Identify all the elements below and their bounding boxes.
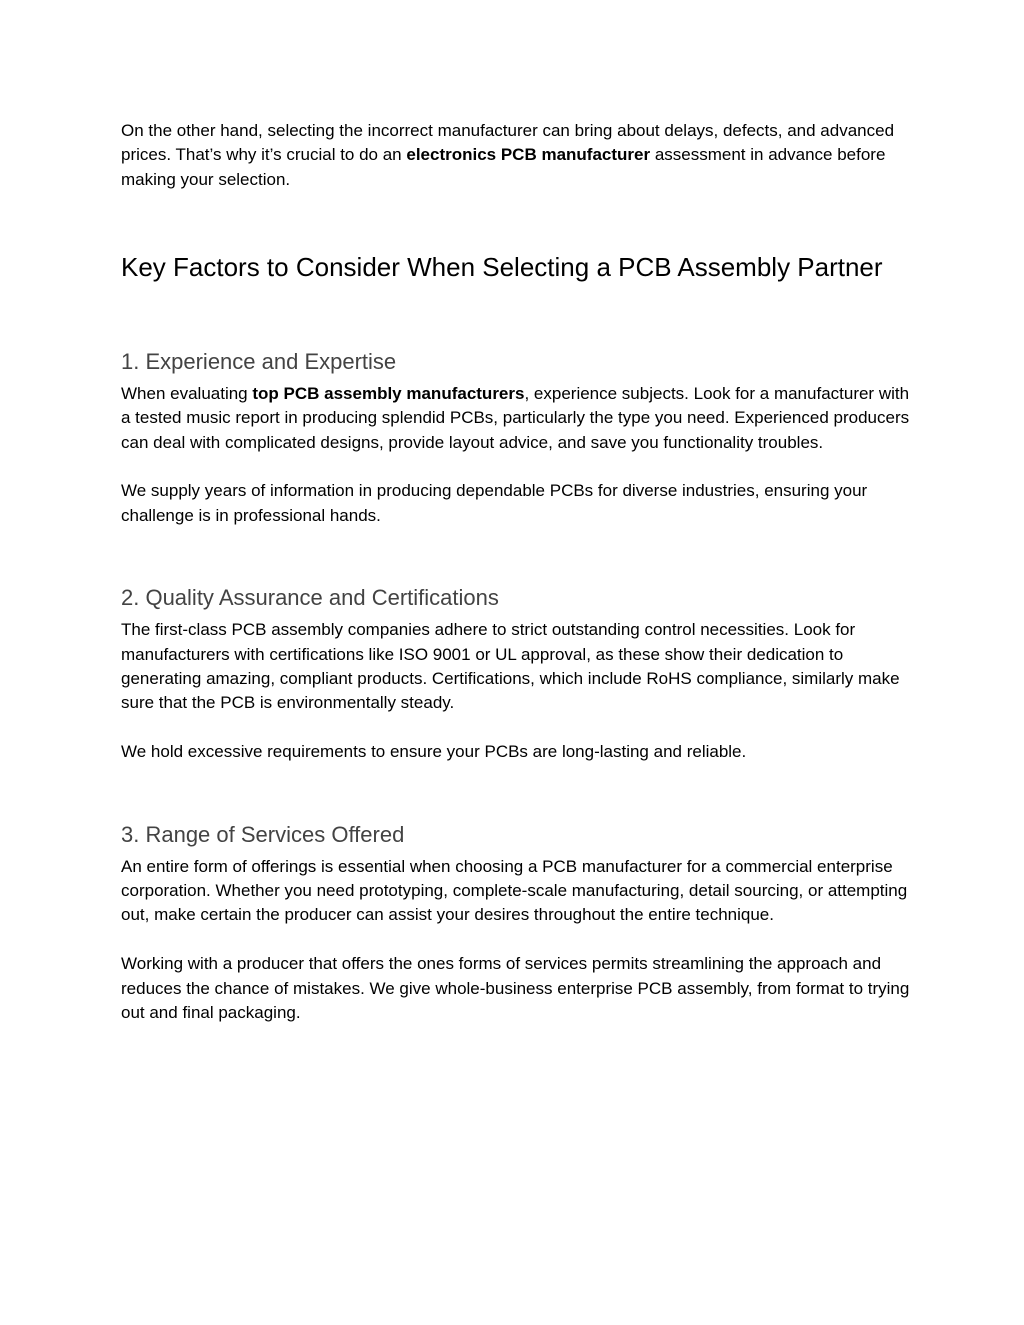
experience-paragraph-2: We supply years of information in producing dependable PCBs for diverse industries, ensuring your challenge is in professional hands. bbox=[121, 481, 868, 525]
services-paragraph-1: An entire form of offerings is essential when choosing a PCB manufacturer for a commercial enterprise corporation. Whether you need prototyping, complete-scale manufacturing, detail sourcing, or attempting out, make certain the producer can assist your desires throughout the entire technique. bbox=[121, 856, 908, 925]
experience-paragraph-1 bbox=[121, 382, 911, 455]
intro-bold-phrase: electronics PCB manufacturer bbox=[406, 145, 651, 165]
quality-paragraph-1: The first-class PCB assembly companies adhere to strict outstanding control necessities. Look for manufacturers with certifications like ISO 9001 or UL approval, as these show their dedication to generating amazing, compliant products. Certifications, which include RoHS compliance, similarly make sure that the PCB is environmentally steady. bbox=[121, 620, 900, 713]
document-title: Key Factors to Consider When Selecting a PCB Assembly Partner bbox=[121, 252, 883, 283]
services-paragraph-2: Working with a producer that offers the ones forms of services permits streamlining the approach and reduces the chance of mistakes. We give whole-business enterprise PCB assembly, from format to trying out and final packaging. bbox=[121, 954, 910, 1022]
section-heading-services: 3. Range of Services Offered bbox=[121, 821, 405, 847]
section-heading-experience: 1. Experience and Expertise bbox=[121, 348, 397, 374]
quality-paragraph-2: We hold excessive requirements to ensure your PCBs are long-lasting and reliable. bbox=[121, 742, 747, 762]
experience-text-start: When evaluating bbox=[121, 383, 253, 403]
experience-bold-phrase: top PCB assembly manufacturers bbox=[252, 383, 525, 403]
intro-text-end: assessment in advance before making your selection. bbox=[121, 145, 886, 189]
experience-text-end: , experience subjects. Look for a manufacturer with a tested music report in producing splendid PCBs, particularly the type you need. Experienced producers can deal with complicated designs, provide layout advice, and save you functionality troubles. bbox=[121, 383, 910, 452]
intro-paragraph bbox=[121, 119, 911, 192]
section-heading-quality: 2. Quality Assurance and Certifications bbox=[121, 585, 499, 611]
intro-text-start: On the other hand, selecting the incorrect manufacturer can bring about delays, defects, and advanced prices. That’s why it’s crucial to do an bbox=[121, 121, 895, 165]
document-page bbox=[121, 119, 911, 1025]
